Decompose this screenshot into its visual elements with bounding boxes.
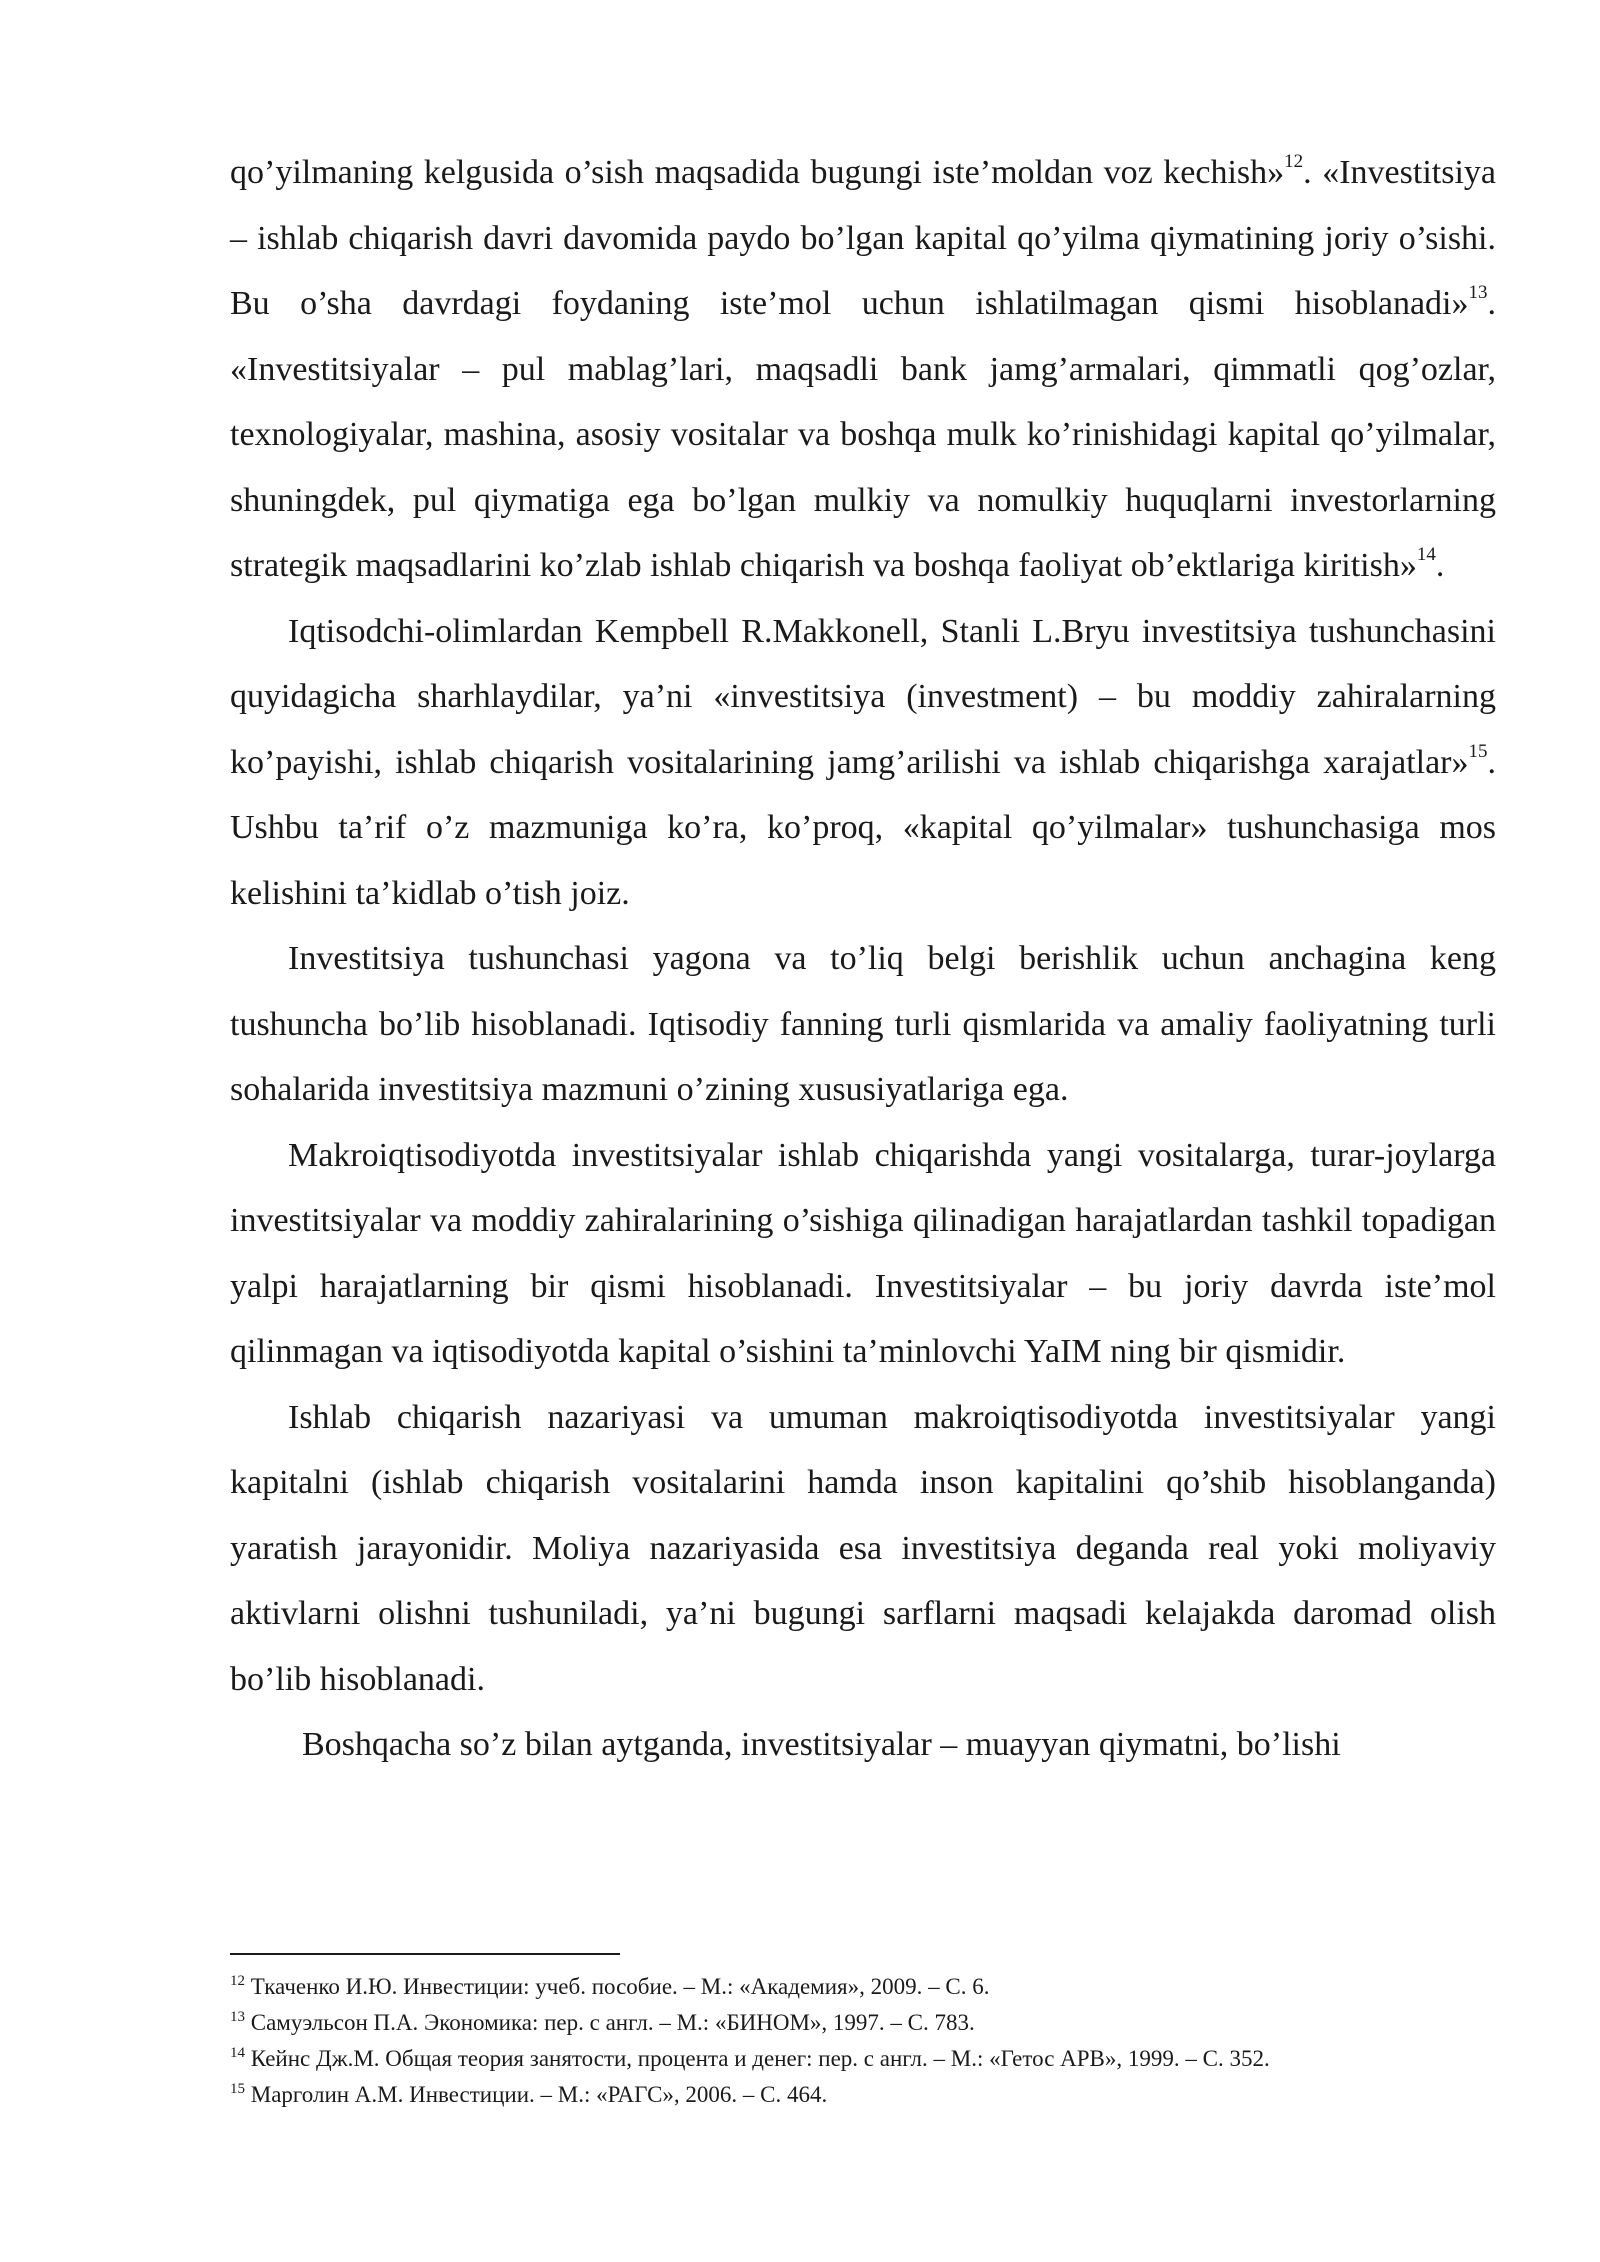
footnote-number: 12 <box>230 1973 245 1989</box>
footnote-text: Самуэльсон П.А. Экономика: пер. с англ. – М.: «БИНОМ», 1997. – С. 783. <box>250 2010 975 2035</box>
footnote-14 <box>230 2041 1496 2077</box>
footnote-15 <box>230 2077 1496 2113</box>
paragraph-2-text-b: . Ushbu ta’rif o’z mazmuniga ko’ra, ko’proq, «kapital qo’yilmalar» tushunchasiga mos kelishini ta’kidlab o’tish joiz. <box>230 743 1496 912</box>
footnote-text: Кейнс Дж.М. Общая теория занятости, процента и денег: пер. с англ. – М.: «Гетос АРВ», 1999. – С. 352. <box>250 2046 1270 2071</box>
footnote-number: 15 <box>230 2081 245 2097</box>
footnotes-section <box>230 1953 1496 2113</box>
paragraph-1-text-a: qo’yilmaning kelgusida o’sish maqsadida bugungi iste’moldan voz kechish» <box>230 154 1285 191</box>
footnote-12 <box>230 1969 1496 2005</box>
footnote-13 <box>230 2005 1496 2041</box>
paragraph-6: Boshqacha so’z bilan aytganda, investitsiyalar – muayyan qiymatni, bo’lishi <box>302 1726 1341 1763</box>
paragraph-2-text-a: Iqtisodchi-olimlardan Kempbell R.Makkonell, Stanli L.Bryu investitsiya tushunchasini quyidagicha sharhlaydilar, ya’ni «investitsiya (investment) – bu moddiy zahiralarning ko’payishi, ishlab chiqarish vositalarining jamg’arilishi va ishlab chiqarishga xarajatlar» <box>230 612 1496 781</box>
footnote-number: 14 <box>230 2045 245 2061</box>
footnote-text: Ткаченко И.Ю. Инвестиции: учеб. пособие. – М.: «Академия», 2009. – С. 6. <box>250 1974 990 1999</box>
paragraph-1-text-c: . «Investitsiyalar – pul mablag’lari, maqsadli bank jamg’armalari, qimmatli qog’ozlar, texnologiyalar, mashina, asosiy vositalar va boshqa mulk ko’rinishidagi kapital qo’yilmalar, shuningdek, pul qiymatiga ega bo’lgan mulkiy va nomulkiy huquqlarni investorlarning strategik maqsadlarini ko’zlab ishlab chiqarish va boshqa faoliyat ob’ektlariga kiritish» <box>230 285 1496 584</box>
footnote-number: 13 <box>230 2009 245 2025</box>
document-body <box>230 140 1496 1778</box>
paragraph-3: Investitsiya tushunchasi yagona va to’liq belgi berishlik uchun anchagina keng tushuncha bo’lib hisoblanadi. Iqtisodiy fanning turli qismlarida va amaliy faoliyatning turli sohalarida investitsiya mazmuni o’zining xususiyatlariga ega. <box>230 940 1496 1108</box>
paragraph-4: Makroiqtisodiyotda investitsiyalar ishlab chiqarishda yangi vositalarga, turar-joylarga investitsiyalar va moddiy zahiralarining o’sishiga qilinadigan harajatlardan tashkil topadigan yalpi harajatlarning bir qismi hisoblanadi. Investitsiyalar – bu joriy davrda iste’mol qilinmagan va iqtisodiyotda kapital o’sishini ta’minlovchi YaIM ning bir qismidir. <box>230 1136 1496 1370</box>
footnote-ref-14[interactable]: 14 <box>1416 544 1436 565</box>
footnote-separator <box>230 1953 620 1955</box>
paragraph-1-text-d: . <box>1435 547 1445 584</box>
paragraph-1-text-b: . «Investitsiya – ishlab chiqarish davri davomida paydo bo’lgan kapital qo’yilma qiymatining joriy o’sishi. Bu o’sha davrdagi foydaning iste’mol uchun ishlatilmagan qismi hisoblanadi» <box>230 154 1496 322</box>
footnote-text: Марголин А.М. Инвестиции. – М.: «РАГС», 2006. – С. 464. <box>250 2082 828 2107</box>
paragraph-1 <box>230 140 1496 599</box>
footnote-ref-15[interactable]: 15 <box>1468 740 1488 762</box>
paragraph-2 <box>230 599 1496 927</box>
footnote-ref-12[interactable]: 12 <box>1284 151 1304 172</box>
footnote-ref-13[interactable]: 13 <box>1468 282 1488 303</box>
paragraph-5: Ishlab chiqarish nazariyasi va umuman makroiqtisodiyotda investitsiyalar yangi kapitalni (ishlab chiqarish vositalarini hamda inson kapitalini qo’shib hisoblanganda) yaratish jarayonidir. Moliya nazariyasida esa investitsiya deganda real yoki moliyaviy aktivlarni olishni tushuniladi, ya’ni bugungi sarflarni maqsadi kelajakda daromad olish bo’lib hisoblanadi. <box>230 1398 1496 1698</box>
